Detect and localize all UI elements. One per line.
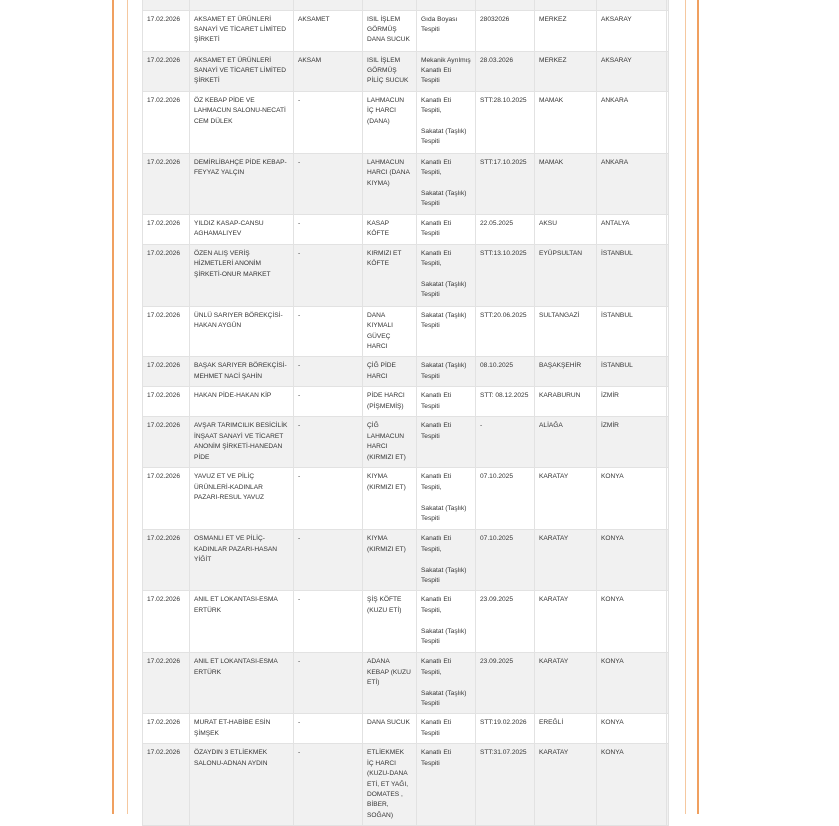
cell-product: DANA KIYMALI GÜVEÇ HARCI [363, 306, 417, 357]
table-row [143, 530, 669, 591]
cell-company: ANIL ET LOKANTASI-ESMA ERTÜRK [190, 591, 294, 653]
cell-lot: - [476, 417, 535, 468]
cell-product: ÇİĞ PİDE HARCI [363, 357, 417, 387]
cell-brand: - [294, 244, 363, 306]
cell-brand: AKSAM [294, 51, 363, 91]
cell-overflow [667, 10, 669, 51]
cell-product: PİDE HARCI (PİŞMEMİŞ) [363, 387, 417, 417]
cell-lot: STT:31.07.2025 [476, 744, 535, 826]
cell-date: 17.02.2026 [143, 591, 190, 653]
cell-brand: - [294, 387, 363, 417]
cell-brand: - [294, 214, 363, 244]
cell-district: KARATAY [535, 530, 597, 591]
cell-district: MERKEZ [535, 10, 597, 51]
cell-district: KARATAY [535, 591, 597, 653]
cell-date: 17.02.2026 [143, 468, 190, 530]
cell-company: ÖZAYDIN 3 ETLİEKMEK SALONU-ADNAN AYDIN [190, 744, 294, 826]
cell-district: EREĞLİ [535, 714, 597, 744]
cell-lot [476, 0, 535, 10]
table-row [143, 653, 669, 714]
cell-brand: - [294, 91, 363, 153]
cell-brand: - [294, 530, 363, 591]
cell-lot: 23.09.2025 [476, 653, 535, 714]
cell-company: DEMİRLİBAHÇE PİDE KEBAP-FEYYAZ YALÇIN [190, 153, 294, 214]
cell-city: İZMİR [597, 387, 667, 417]
cell-brand: - [294, 153, 363, 214]
page-border-right [697, 0, 699, 814]
cell-product: KASAP KÖFTE [363, 214, 417, 244]
cell-lot: STT:17.10.2025 [476, 153, 535, 214]
cell-overflow [667, 653, 669, 714]
cell-overflow [667, 244, 669, 306]
cell-date: 17.02.2026 [143, 714, 190, 744]
cell-finding: Kanatlı Eti Tespiti [417, 214, 476, 244]
cell-product: ADANA KEBAP (KUZU ETİ) [363, 653, 417, 714]
results-table-container [142, 0, 668, 826]
cell-overflow [667, 0, 669, 10]
cell-company: HAKAN PİDE-HAKAN KİP [190, 387, 294, 417]
cell-overflow [667, 417, 669, 468]
cell-lot: 28032026 [476, 10, 535, 51]
cell-company: AKSAMET ET ÜRÜNLERİ SANAYİ VE TİCARET LİMİTED ŞİRKETİ [190, 10, 294, 51]
cell-company: ÜNLÜ SARIYER BÖREKÇİSİ-HAKAN AYGÜN [190, 306, 294, 357]
cell-lot: STT:28.10.2025 [476, 91, 535, 153]
cell-company: YAVUZ ET VE PİLİÇ ÜRÜNLERİ-KADINLAR PAZARI-RESUL YAVUZ [190, 468, 294, 530]
cell-district: EYÜPSULTAN [535, 244, 597, 306]
cell-finding: Mekanik Ayrılmış Kanatlı Eti Tespiti [417, 51, 476, 91]
cell-product: KIYMA (KIRMIZI ET) [363, 530, 417, 591]
table-row [143, 153, 669, 214]
cell-company: ÖZEN ALIŞ VERİŞ HİZMETLERİ ANONİM ŞİRKETİ-ONUR MARKET [190, 244, 294, 306]
cell-finding: Sakatat (Taşlık) Tespiti [417, 357, 476, 387]
cell-city: AKSARAY [597, 51, 667, 91]
cell-finding: Kanatlı Eti Tespiti [417, 417, 476, 468]
cell-date [143, 0, 190, 10]
cell-city: ANKARA [597, 153, 667, 214]
cell-overflow [667, 153, 669, 214]
table-body [143, 0, 669, 826]
cell-lot: 23.09.2025 [476, 591, 535, 653]
cell-city: KONYA [597, 468, 667, 530]
cell-date: 17.02.2026 [143, 306, 190, 357]
cell-product: KIYMA (KIRMIZI ET) [363, 468, 417, 530]
cell-city: AKSARAY [597, 10, 667, 51]
cell-product: LAHMACUN İÇ HARCI (DANA) [363, 91, 417, 153]
cell-brand: - [294, 468, 363, 530]
cell-city: KONYA [597, 591, 667, 653]
cell-brand: - [294, 714, 363, 744]
inspection-results-table [142, 0, 669, 826]
table-row [143, 714, 669, 744]
cell-lot: 28.03.2026 [476, 51, 535, 91]
cell-brand: AKSAMET [294, 10, 363, 51]
cell-brand: - [294, 653, 363, 714]
cell-product: LAHMACUN HARCI (DANA KIYMA) [363, 153, 417, 214]
cell-company: OSMANLI ET VE PİLİÇ-KADINLAR PAZARI-HASAN YİĞİT [190, 530, 294, 591]
cell-finding: Kanatlı Eti Tespiti, Sakatat (Taşlık) Tespiti [417, 530, 476, 591]
page-border-left [112, 0, 114, 814]
cell-city: ANKARA [597, 91, 667, 153]
cell-overflow [667, 357, 669, 387]
cell-district: MAMAK [535, 153, 597, 214]
cell-product: ISIL İŞLEM GÖRMÜŞ PİLİÇ SUCUK [363, 51, 417, 91]
cell-overflow [667, 91, 669, 153]
cell-finding: Kanatlı Eti Tespiti [417, 387, 476, 417]
cell-date: 17.02.2026 [143, 530, 190, 591]
cell-district: KARABURUN [535, 387, 597, 417]
cell-city: İSTANBUL [597, 357, 667, 387]
cell-date: 17.02.2026 [143, 51, 190, 91]
cell-district [535, 0, 597, 10]
cell-brand: - [294, 357, 363, 387]
cell-date: 17.02.2026 [143, 387, 190, 417]
cell-product: KIRMIZI ET KÖFTE [363, 244, 417, 306]
cell-date: 17.02.2026 [143, 653, 190, 714]
cell-district: KARATAY [535, 468, 597, 530]
cell-overflow [667, 468, 669, 530]
cell-city: İSTANBUL [597, 244, 667, 306]
cell-finding: Kanatlı Eti Tespiti, Sakatat (Taşlık) Tespiti [417, 91, 476, 153]
cell-district: KARATAY [535, 744, 597, 826]
cell-overflow [667, 714, 669, 744]
cell-product: DANA SUCUK [363, 714, 417, 744]
table-row [143, 417, 669, 468]
cell-product: ÇİĞ LAHMACUN HARCI (KIRMIZI ET) [363, 417, 417, 468]
cell-lot: STT: 08.12.2025 [476, 387, 535, 417]
content-border-right [685, 0, 686, 814]
cell-finding: Sakatat (Taşlık) Tespiti [417, 306, 476, 357]
cell-overflow [667, 591, 669, 653]
cell-district: KARATAY [535, 653, 597, 714]
cell-finding: Kanatlı Eti Tespiti, Sakatat (Taşlık) Tespiti [417, 468, 476, 530]
cell-date: 17.02.2026 [143, 10, 190, 51]
cell-overflow [667, 306, 669, 357]
table-row [143, 51, 669, 91]
cell-lot: STT:20.06.2025 [476, 306, 535, 357]
cell-finding: Kanatlı Eti Tespiti, Sakatat (Taşlık) Tespiti [417, 244, 476, 306]
content-border-left [127, 0, 128, 814]
cell-lot: STT:13.10.2025 [476, 244, 535, 306]
cell-finding: Kanatlı Eti Tespiti [417, 714, 476, 744]
cell-company: ANIL ET LOKANTASI-ESMA ERTÜRK [190, 653, 294, 714]
cell-finding: Kanatlı Eti Tespiti [417, 744, 476, 826]
table-row [143, 357, 669, 387]
table-row [143, 468, 669, 530]
cell-company: YILDIZ KASAP-CANSU AGHAMALIYEV [190, 214, 294, 244]
cell-lot: 22.05.2025 [476, 214, 535, 244]
cell-company: AKSAMET ET ÜRÜNLERİ SANAYİ VE TİCARET LİMİTED ŞİRKETİ [190, 51, 294, 91]
cell-product: ISIL İŞLEM GÖRMÜŞ DANA SUCUK [363, 10, 417, 51]
cell-finding: Gıda Boyası Tespiti [417, 10, 476, 51]
cell-brand: - [294, 417, 363, 468]
cell-date: 17.02.2026 [143, 357, 190, 387]
cell-district: MAMAK [535, 91, 597, 153]
cell-district: SULTANGAZİ [535, 306, 597, 357]
cell-company: AVŞAR TARIMCILIK BESİCİLİK İNŞAAT SANAYİ VE TİCARET ANONİM ŞİRKETİ-HANEDAN PİDE [190, 417, 294, 468]
cell-city: ANTALYA [597, 214, 667, 244]
cell-date: 17.02.2026 [143, 244, 190, 306]
cell-brand: - [294, 306, 363, 357]
cell-lot: 08.10.2025 [476, 357, 535, 387]
cell-brand [294, 0, 363, 10]
cell-district: AKSU [535, 214, 597, 244]
cell-lot: 07.10.2025 [476, 468, 535, 530]
table-row [143, 91, 669, 153]
cell-brand: - [294, 591, 363, 653]
cell-city: KONYA [597, 744, 667, 826]
cell-finding [417, 0, 476, 10]
cell-company: BAŞAK SARIYER BÖREKÇİSİ-MEHMET NACİ ŞAHİN [190, 357, 294, 387]
cell-product: ŞİŞ KÖFTE (KUZU ETİ) [363, 591, 417, 653]
cell-date: 17.02.2026 [143, 153, 190, 214]
table-row [143, 306, 669, 357]
table-row [143, 0, 669, 10]
cell-date: 17.02.2026 [143, 417, 190, 468]
cell-overflow [667, 387, 669, 417]
cell-city: KONYA [597, 714, 667, 744]
cell-overflow [667, 51, 669, 91]
cell-product [363, 0, 417, 10]
cell-city [597, 0, 667, 10]
cell-company: MURAT ET-HABİBE ESİN ŞİMŞEK [190, 714, 294, 744]
cell-district: MERKEZ [535, 51, 597, 91]
cell-city: KONYA [597, 530, 667, 591]
table-row [143, 244, 669, 306]
cell-company [190, 0, 294, 10]
table-row [143, 591, 669, 653]
cell-product: ETLİEKMEK İÇ HARCI (KUZU-DANA ETİ, ET YAĞI, DOMATES , BİBER, SOĞAN) [363, 744, 417, 826]
cell-district: ALİAĞA [535, 417, 597, 468]
cell-lot: 07.10.2025 [476, 530, 535, 591]
cell-city: İSTANBUL [597, 306, 667, 357]
cell-overflow [667, 530, 669, 591]
cell-finding: Kanatlı Eti Tespiti, Sakatat (Taşlık) Tespiti [417, 653, 476, 714]
cell-city: İZMİR [597, 417, 667, 468]
cell-district: BAŞAKŞEHİR [535, 357, 597, 387]
cell-finding: Kanatlı Eti Tespiti, Sakatat (Taşlık) Tespiti [417, 591, 476, 653]
cell-city: KONYA [597, 653, 667, 714]
table-row [143, 214, 669, 244]
cell-company: ÖZ KEBAP PİDE VE LAHMACUN SALONU-NECATİ CEM DÜLEK [190, 91, 294, 153]
cell-brand: - [294, 744, 363, 826]
cell-overflow [667, 214, 669, 244]
table-row [143, 387, 669, 417]
cell-lot: STT:19.02.2026 [476, 714, 535, 744]
cell-finding: Kanatlı Eti Tespiti, Sakatat (Taşlık) Tespiti [417, 153, 476, 214]
cell-date: 17.02.2026 [143, 214, 190, 244]
cell-date: 17.02.2026 [143, 744, 190, 826]
table-row [143, 10, 669, 51]
cell-date: 17.02.2026 [143, 91, 190, 153]
